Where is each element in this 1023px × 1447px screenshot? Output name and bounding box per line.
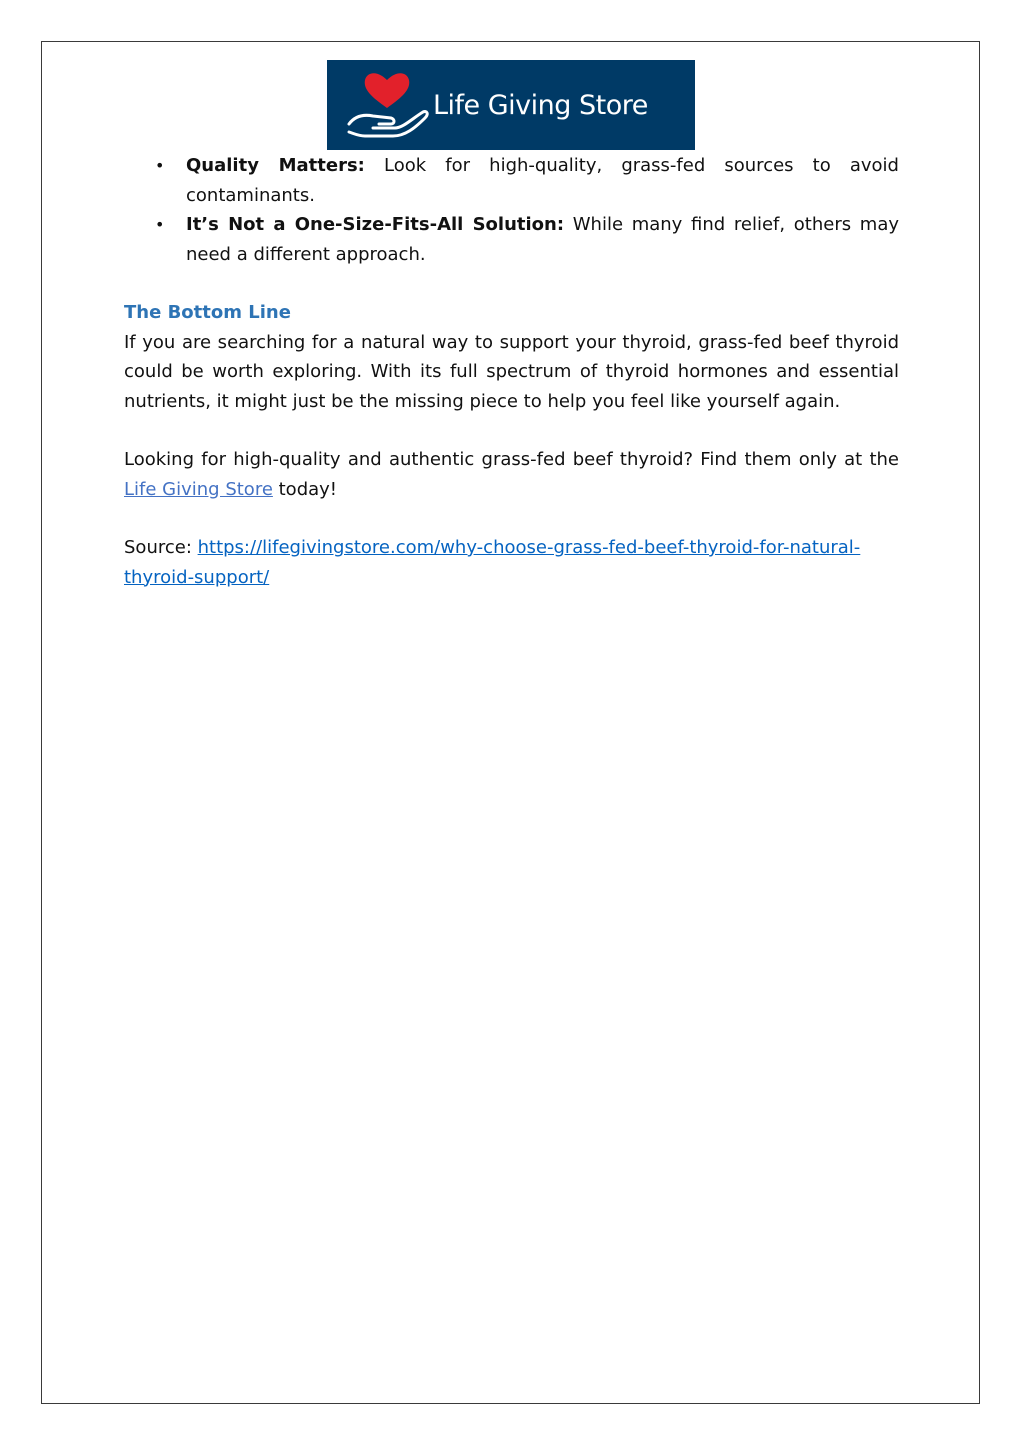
logo xyxy=(327,60,695,150)
store-link[interactable]: Life Giving Store xyxy=(124,478,273,500)
section-heading: The Bottom Line xyxy=(124,302,291,323)
bottom-line-paragraph: If you are searching for a natural way to support your thyroid, grass-fed beef thyroid could be worth exploring. With its full spectrum of thyroid hormones and essential nutrients, it might just be the missing piece to help you feel like yourself again. xyxy=(124,331,899,412)
cta-paragraph xyxy=(124,445,899,504)
bullet-icon: • xyxy=(155,156,165,175)
list-item xyxy=(124,151,899,210)
cta-text-before: Looking for high-quality and authentic grass-fed beef thyroid? Find them only at the xyxy=(124,449,899,470)
heart-in-hand-icon xyxy=(343,66,431,144)
source-line xyxy=(124,533,899,592)
bullet-text: While many find relief, others may need a different approach. xyxy=(186,214,900,265)
bullet-title: Quality Matters: xyxy=(186,155,365,176)
document-body xyxy=(124,151,899,592)
bullet-title: It’s Not a One-Size-Fits-All Solution: xyxy=(186,214,565,235)
bullet-icon: • xyxy=(155,215,165,234)
source-link[interactable]: https://lifegivingstore.com/why-choose-grass-fed-beef-thyroid-for-natural-thyroid-support/ xyxy=(124,537,861,588)
logo-text: Life Giving Store xyxy=(433,89,648,121)
source-label: Source: xyxy=(124,537,198,558)
bullet-text: Look for high-quality, grass-fed sources to avoid contaminants. xyxy=(186,155,899,206)
cta-text-after: today! xyxy=(272,478,338,500)
list-item xyxy=(124,210,899,269)
bullet-list xyxy=(124,151,899,269)
